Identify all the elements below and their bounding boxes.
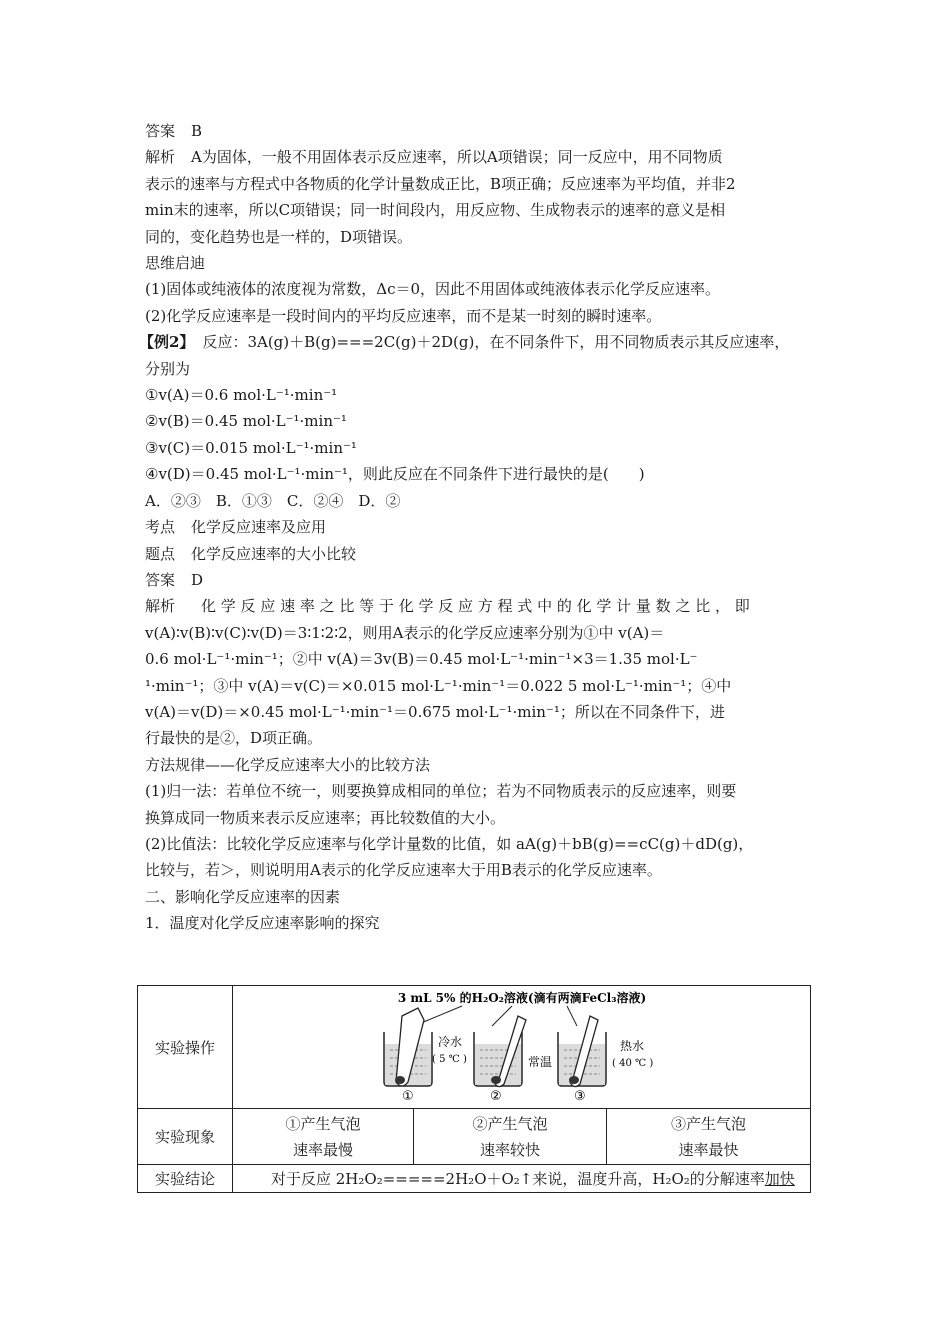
answer2-line [145,567,815,593]
kaodian-value: 化学反应速率及应用 [191,518,327,537]
hot-label: 热水 [619,1039,644,1053]
analysis1-line1 [145,144,815,170]
hot-temp: ( 40 ℃ ) [611,1058,653,1069]
analysis2-line5: v(A)＝v(D)＝×0.45 mol·L⁻¹·min⁻¹＝0.675 mol·L⁻¹·min⁻¹；所以在不同条件下，进 [145,702,725,721]
table-row-operation [138,986,811,1109]
thinking-point2: (2)化学反应速率是一段时间内的平均反应速率，而不是某一时刻的瞬时速率。 [145,306,662,325]
experiment-figure-cell [233,986,811,1109]
observation-2a: ②产生气泡 [472,1114,548,1133]
observation-3 [607,1109,811,1165]
normal-temp-label: 常温 [527,1055,552,1069]
method-point2b: 比较与，若＞，则说明用A表示的化学反应速率大于用B表示的化学反应速率。 [145,861,662,880]
observation-1 [233,1109,414,1165]
beaker-3 [558,1016,606,1087]
analysis2-line2: v(A)∶v(B)∶v(C)∶v(D)＝3∶1∶2∶2，则用A表示的化学反应速率分别为①中 v(A)＝ [145,623,665,642]
analysis2-line4: ¹·min⁻¹；③中 v(A)＝v(C)＝×0.015 mol·L⁻¹·min⁻¹＝0.022 5 mol·L⁻¹·min⁻¹；④中 [145,676,732,695]
row-label-observation: 实验现象 [138,1109,233,1165]
beaker-1 [384,1008,432,1086]
kaodian-line [145,514,815,540]
method-point1b: 换算成同一物质来表示反应速率；再比较数值的大小。 [145,808,506,827]
method-point1a: (1)归一法：若单位不统一，则要换算成相同的单位；若为不同物质表示的反应速率，则要 [145,782,737,801]
example2-options: A．②③ B．①③ C．②④ D．② [145,491,401,510]
tidian-label: 题点 [145,544,176,563]
thinking-point1: (1)固体或纯液体的浓度视为常数，Δc＝0，因此不用固体或纯液体表示化学反应速率。 [145,280,721,299]
example2-text1: 反应：3A(g)＋B(g)===2C(g)＋2D(g)，在不同条件下，用不同物质表示其反应速率， [202,333,790,352]
analysis1-line3: min末的速率，所以C项错误；同一时间段内，用反应物、生成物表示的速率的意义是相 [145,201,726,220]
observation-1b: 速率最慢 [292,1140,353,1159]
row-label-operation: 实验操作 [138,986,233,1109]
tidian-value: 化学反应速率的大小比较 [191,544,357,563]
table-row-observation [138,1109,811,1165]
thinking-title: 思维启迪 [145,254,206,273]
analysis1-line4: 同的，变化趋势也是一样的，D项错误。 [145,227,413,246]
example2-line2: 分别为 [145,359,191,378]
example2-rate1: ①v(A)＝0.6 mol·L⁻¹·min⁻¹ [145,386,338,405]
number-3: ③ [573,1089,586,1104]
beaker-2 [474,1016,526,1087]
table-row-conclusion [138,1165,811,1193]
analysis2-label: 解析 [145,597,176,616]
method-title: 方法规律——化学反应速率大小的比较方法 [145,755,431,774]
example2-rate2: ②v(B)＝0.45 mol·L⁻¹·min⁻¹ [145,412,347,431]
section-heading: 二、影响化学反应速率的因素 [145,887,341,906]
answer-label: 答案 [145,122,176,140]
answer1-line [145,118,815,144]
cold-temp: ( 5 ℃ ) [431,1054,467,1065]
analysis1-line2: 表示的速率与方程式中各物质的化学计量数成正比，B项正确；反应速率为平均值，并非2 [145,174,736,193]
example2-rate3: ③v(C)＝0.015 mol·L⁻¹·min⁻¹ [145,438,357,457]
row-label-conclusion: 实验结论 [138,1165,233,1193]
example2-tag: 【例2】 [139,333,195,352]
method-point2a: (2)比值法：比较化学反应速率与化学计量数的比值，如 aA(g)＋bB(g)==cC(g)＋dD(g)， [145,834,754,853]
example2-line1 [139,329,815,355]
observation-2b: 速率较快 [479,1140,540,1159]
analysis1-text1: A为固体，一般不用固体表示反应速率，所以A项错误；同一反应中，用不同物质 [191,148,723,167]
subsection-heading: 1．温度对化学反应速率影响的探究 [145,914,380,933]
analysis2-line6: 行最快的是②，D项正确。 [145,729,323,748]
observation-3a: ③产生气泡 [670,1114,746,1133]
analysis2-line1 [145,593,815,619]
cold-label: 冷水 [437,1035,462,1049]
tidian-line [145,541,815,567]
observation-1a: ①产生气泡 [285,1114,361,1133]
analysis2-line3: 0.6 mol·L⁻¹·min⁻¹；②中 v(A)＝3v(B)＝0.45 mol·L⁻¹·min⁻¹×3＝1.35 mol·L⁻ [145,650,698,669]
observation-2 [414,1109,607,1165]
conclusion-cell [233,1165,811,1193]
kaodian-label: 考点 [145,518,176,537]
conclusion-answer: 加快 [764,1170,795,1188]
answer-value: B [191,122,203,140]
answer2-label: 答案 [145,570,176,589]
analysis-label: 解析 [145,148,176,167]
answer2-value: D [191,570,204,589]
conclusion-text: 对于反应 2H₂O₂=====2H₂O＋O₂↑来说，温度升高，H₂O₂的分解速率 [271,1170,765,1188]
number-1: ① [401,1089,414,1104]
example2-rate4: ④v(D)＝0.45 mol·L⁻¹·min⁻¹，则此反应在不同条件下进行最快的是( ) [145,465,645,484]
figure-caption: 3 mL 5% 的H₂O₂溶液(滴有两滴FeCl₃溶液) [397,991,646,1005]
beaker-figure [362,986,682,1104]
observation-3b: 速率最快 [678,1140,739,1159]
document-page [139,118,815,937]
experiment-table [137,985,811,1193]
number-2: ② [489,1089,502,1104]
analysis2-text1: 化 学 反 应 速 率 之 比 等 于 化 学 反 应 方 程 式 中 的 化 学 计 量 数 之 比 ， 即 [201,597,750,616]
